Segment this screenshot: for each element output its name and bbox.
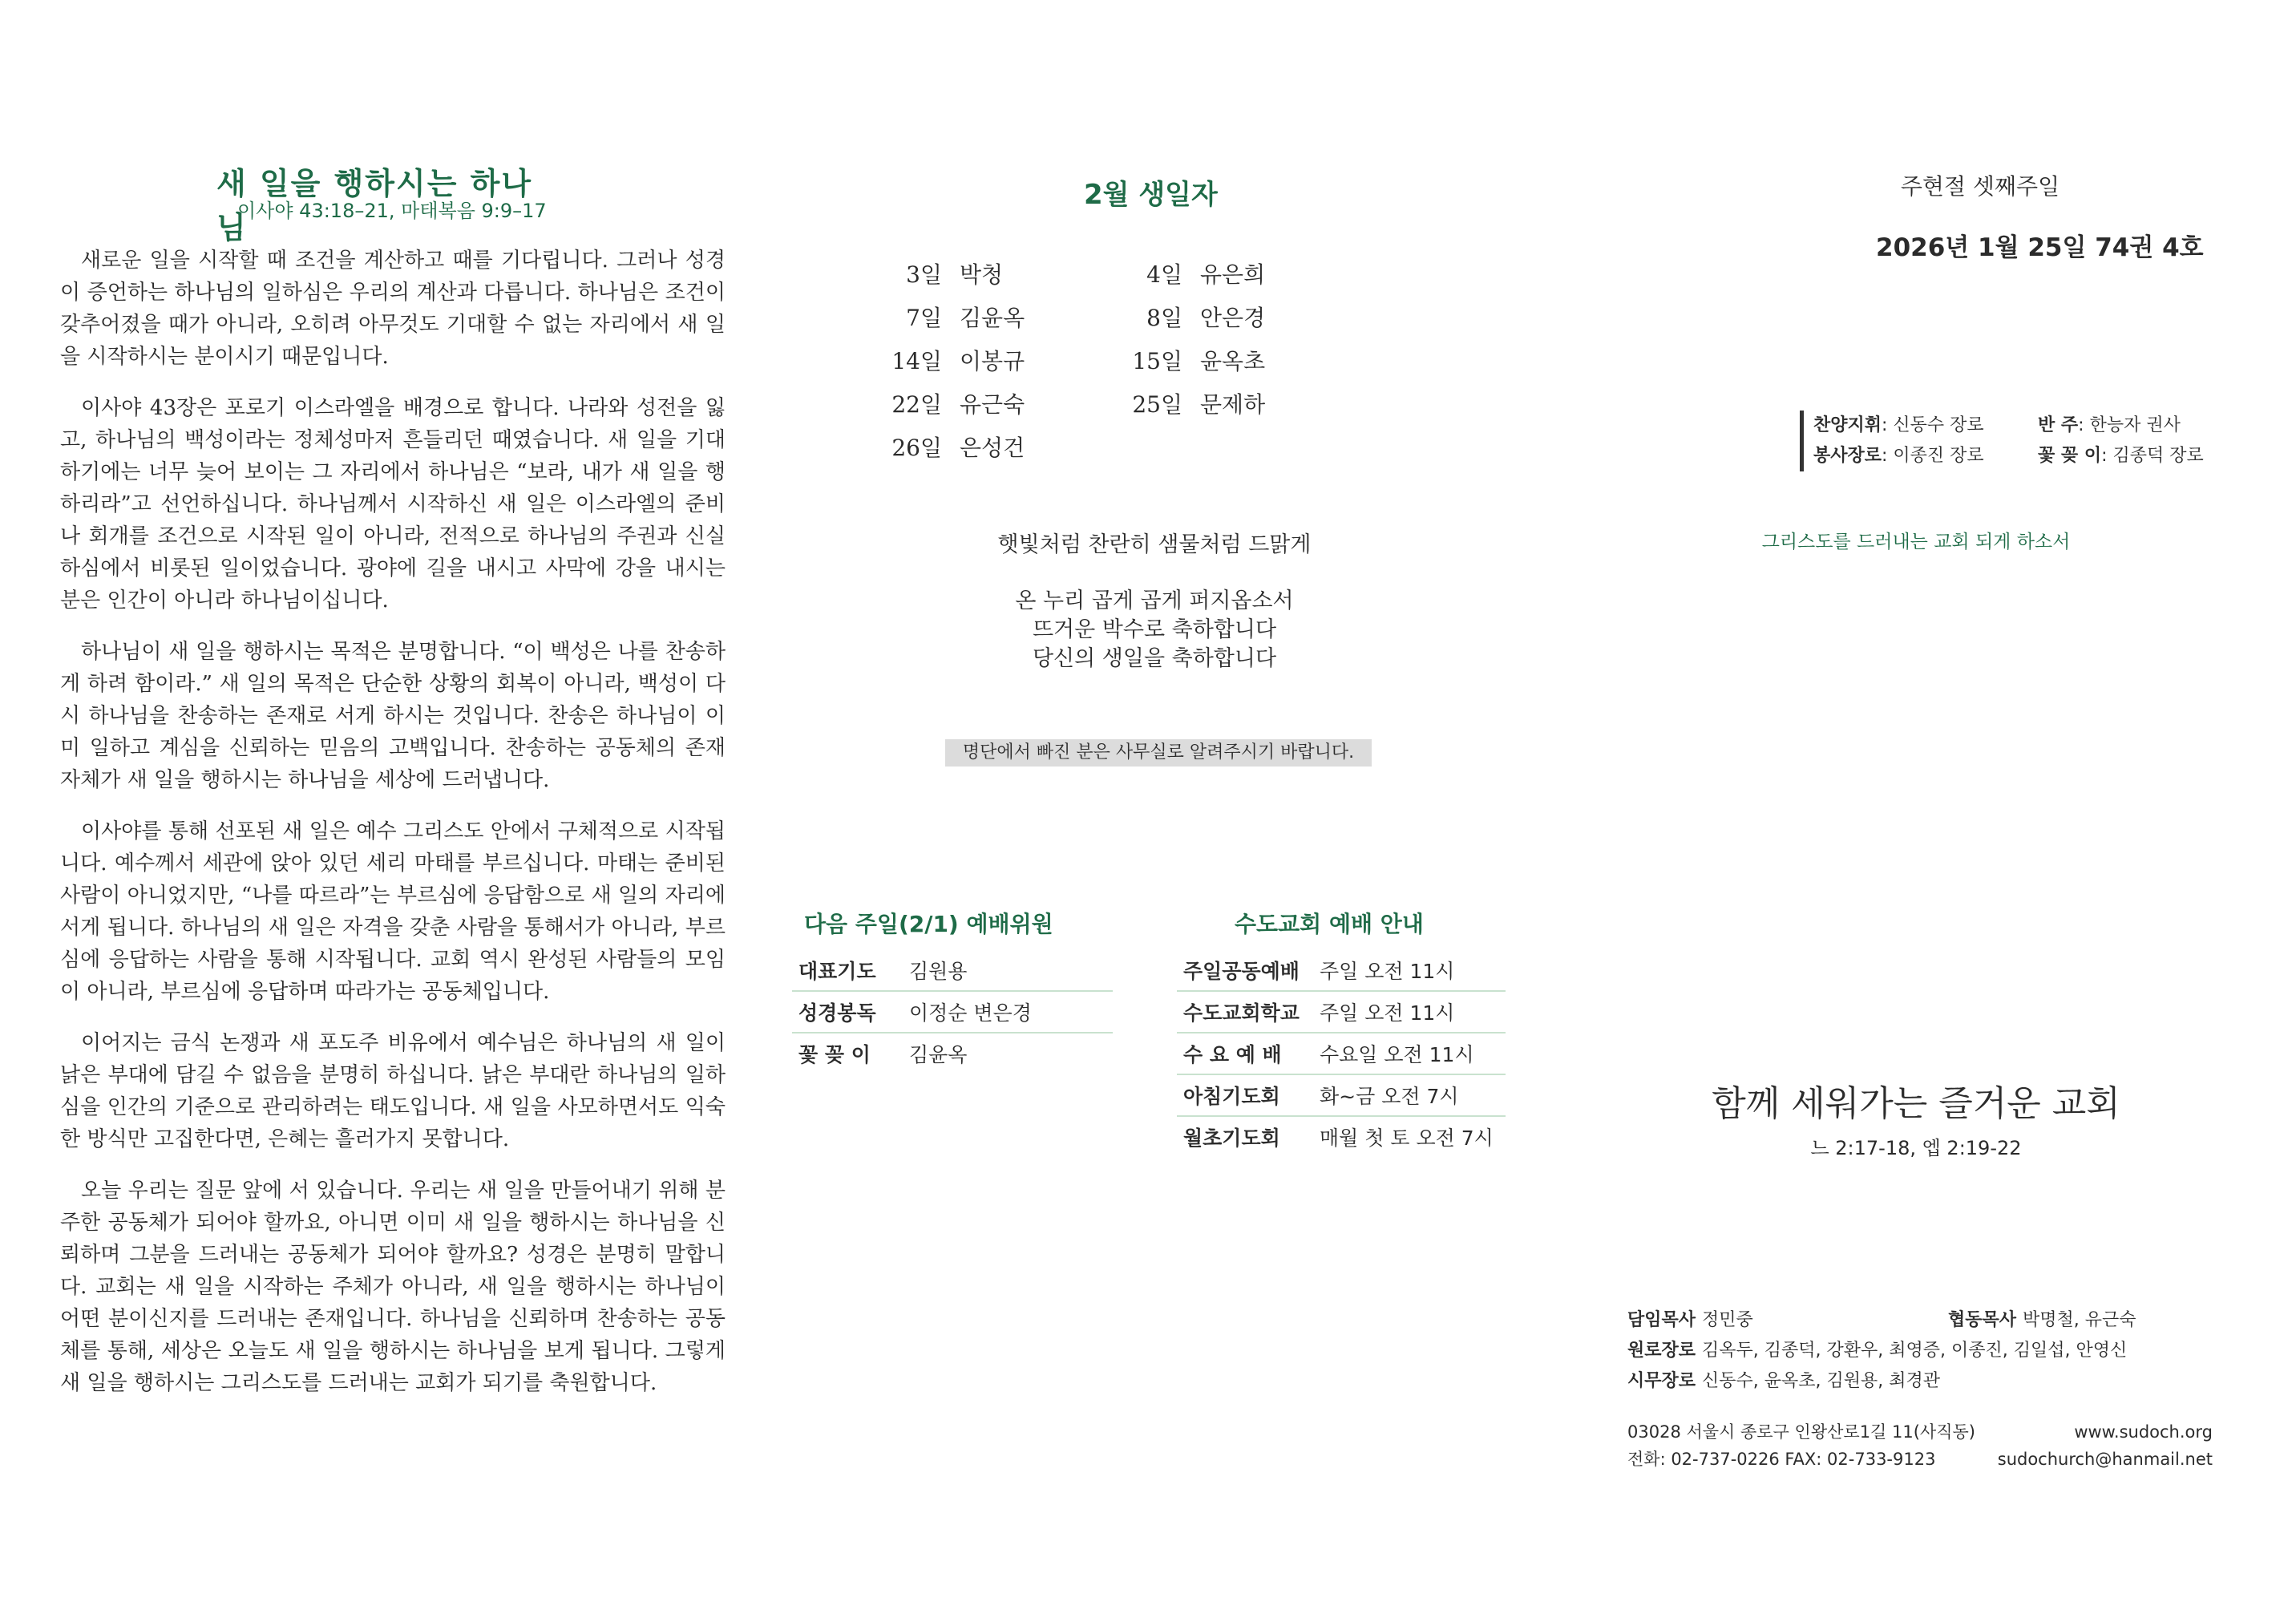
staff-label: 시무장로: [1627, 1371, 1696, 1391]
birthday-row: [882, 253, 1363, 297]
staff-names: 박명철, 유근숙: [2023, 1310, 2136, 1330]
role-entry: [2038, 441, 2262, 471]
services-title: 수도교회 예배 안내: [1235, 911, 1424, 937]
role-entry: [1813, 411, 2038, 441]
role-entry: [1813, 441, 2038, 471]
sermon-title: 새 일을 행하시는 하나님: [216, 166, 533, 245]
staff-row: [1627, 1336, 2237, 1366]
birthday-row: [882, 427, 1363, 470]
birthday-name: 은성건: [960, 435, 1025, 461]
service-label: 아침기도회: [1183, 1085, 1280, 1108]
service-label: 주일공동예배: [1183, 960, 1300, 983]
church-website: www.sudoch.org: [2074, 1422, 2213, 1442]
service-time: 주일 오전 11시: [1320, 960, 1455, 983]
church-staff: [1627, 1305, 2237, 1397]
birthday-entry: [882, 297, 1122, 340]
table-row: [792, 950, 1113, 992]
staff-row: [1627, 1366, 2237, 1397]
birthday-entry: [1122, 253, 1363, 297]
sermon-body: [60, 245, 726, 1418]
role-label: 봉사장로: [1813, 446, 1882, 466]
role-label: 대표기도: [798, 960, 876, 983]
service-label: 월초기도회: [1183, 1127, 1280, 1150]
service-time: 화~금 오전 7시: [1320, 1085, 1459, 1108]
role-value: 김원용: [909, 960, 968, 983]
birthday-day: 15일: [1132, 348, 1182, 374]
poem-line: 뜨거운 박수로 축하합니다: [1032, 617, 1277, 642]
role-value: : 한능자 권사: [2078, 415, 2181, 435]
sermon-paragraph: 새로운 일을 시작할 때 조건을 계산하고 때를 기다립니다. 그러나 성경이 증언하는 하나님의 일하심은 우리의 계산과 다릅니다. 하나님은 조건이 갖추어졌을 때가 아니라, 오히려 아무것도 기대할 수 없는 자리에서 새 일을 시작하시는 분이시기 때문입니다.: [60, 249, 726, 369]
sermon-reference: 이사야 43:18–21, 마태복음 9:9–17: [237, 200, 547, 222]
church-contact: [1627, 1418, 2213, 1473]
birthday-name: 이봉규: [960, 348, 1025, 374]
birthday-entry: [882, 427, 1190, 470]
next-week-table: [792, 950, 1113, 1074]
next-week-title: 다음 주일(2/1) 예배위원: [804, 911, 1053, 937]
church-email: sudochurch@hanmail.net: [1997, 1450, 2213, 1469]
birthday-note: 명단에서 빠진 분은 사무실로 알려주시기 바랍니다.: [945, 739, 1372, 767]
birthday-entry: [882, 253, 1122, 297]
service-time: 매월 첫 토 오전 7시: [1320, 1127, 1494, 1150]
birthday-day: 7일: [906, 305, 942, 331]
birthday-entry: [882, 383, 1122, 427]
sermon-paragraph: 이사야를 통해 선포된 새 일은 예수 그리스도 안에서 구체적으로 시작됩니다. 예수께서 세관에 앉아 있던 세리 마태를 부르십니다. 마태는 준비된 사람이 아니었지만, “나를 따르라”는 부르심에 응답함으로 새 일의 자리에 서게 됩니다. 하나님의 새 일은 자격을 갖춘 사람을 통해서가 아니라, 부르심에 응답하는 사람을 통해 시작됩니다. 교회 역시 완성된 사람들의 모임이 아니라, 부르심에 응답하며 따라가는 공동체입니다.: [60, 819, 726, 1004]
birthday-day: 3일: [906, 261, 942, 288]
staff-row: [1627, 1305, 2237, 1336]
poem-line: 당신의 생일을 축하합니다: [1032, 646, 1277, 671]
bulletin-date-issue: 2026년 1월 25일 74권 4호: [1876, 233, 2204, 262]
role-label: 꽃 꽂 이: [798, 1043, 871, 1066]
role-value: : 신동수 장로: [1882, 415, 1984, 435]
role-label: 찬양지휘: [1813, 415, 1882, 435]
sermon-paragraph: 오늘 우리는 질문 앞에 서 있습니다. 우리는 새 일을 만들어내기 위해 분주한 공동체가 되어야 할까요, 아니면 이미 새 일을 행하시는 하나님을 신뢰하며 그분을 드러내는 공동체가 되어야 할까요? 성경은 분명히 말합니다. 교회는 새 일을 시작하는 주체가 아니라, 새 일을 행하시는 하나님이 어떤 분이신지를 드러내는 존재입니다. 하나님을 신뢰하며 찬송하는 공동체를 통해, 세상은 오늘도 새 일을 행하시는 하나님을 보게 됩니다. 그렇게 새 일을 행하시는 그리스도를 드러내는 교회가 되기를 축원합니다.: [60, 1179, 726, 1395]
birthday-day: 4일: [1146, 261, 1182, 288]
staff-label: 원로장로: [1627, 1341, 1696, 1361]
birthday-name: 유근숙: [960, 391, 1025, 418]
birthday-name: 유은희: [1200, 261, 1266, 288]
church-phone-fax: 전화: 02-737-0226 FAX: 02-733-9123: [1627, 1450, 1936, 1469]
table-row: [1177, 950, 1506, 992]
church-address: 03028 서울시 종로구 인왕산로1길 11(사직동): [1627, 1422, 1975, 1442]
birthday-name: 김윤옥: [960, 305, 1025, 331]
birthday-name: 문제하: [1200, 391, 1266, 418]
birthday-day: 25일: [1132, 391, 1182, 418]
birthday-list: [882, 253, 1363, 470]
service-time: 수요일 오전 11시: [1320, 1043, 1474, 1066]
birthday-row: [882, 383, 1363, 427]
service-label: 수 요 예 배: [1183, 1043, 1282, 1066]
table-row: [792, 992, 1113, 1033]
role-label: 반 주: [2038, 415, 2079, 435]
church-slogan: 함께 세워가는 즐거운 교회: [1712, 1083, 2120, 1124]
roles-row: [1813, 441, 2262, 471]
birthday-day: 8일: [1146, 305, 1182, 331]
service-time: 주일 오전 11시: [1320, 1001, 1455, 1025]
roles-row: [1813, 411, 2262, 441]
church-motto: 그리스도를 드러내는 교회 되게 하소서: [1761, 532, 2071, 552]
role-entry: [2038, 411, 2262, 441]
worship-roles: [1800, 411, 2262, 471]
staff-names: 김옥두, 김종덕, 강환우, 최영증, 이종진, 김일섭, 안영신: [1702, 1341, 2128, 1361]
services-table: [1177, 950, 1506, 1157]
role-value: 이정순 변은경: [909, 1001, 1032, 1025]
birthday-entry: [1122, 383, 1363, 427]
birthday-poem: [946, 531, 1363, 673]
role-value: : 이종진 장로: [1882, 446, 1984, 466]
birthday-day: 22일: [891, 391, 942, 418]
slogan-reference: 느 2:17-18, 엡 2:19-22: [1810, 1137, 2022, 1159]
birthday-row: [882, 297, 1363, 340]
staff-names: 신동수, 윤옥초, 김원용, 최경관: [1702, 1371, 1940, 1391]
table-row: [1177, 1075, 1506, 1117]
birthday-name: 안은경: [1200, 305, 1266, 331]
staff-label: 담임목사: [1627, 1310, 1696, 1330]
birthday-entry: [882, 340, 1122, 383]
birthday-day: 14일: [891, 348, 942, 374]
role-value: : 김종덕 장로: [2101, 446, 2204, 466]
table-row: [1177, 1033, 1506, 1075]
table-row: [792, 1033, 1113, 1074]
role-label: 성경봉독: [798, 1001, 876, 1025]
birthday-entry: [1122, 340, 1363, 383]
birthday-name: 윤옥초: [1200, 348, 1266, 374]
birthday-entry: [1122, 297, 1363, 340]
birthday-row: [882, 340, 1363, 383]
birthday-name: 박청: [960, 261, 1004, 288]
liturgical-season: 주현절 셋째주일: [1900, 173, 2060, 200]
role-value: 김윤옥: [909, 1043, 968, 1066]
sermon-paragraph: 이사야 43장은 포로기 이스라엘을 배경으로 합니다. 나라와 성전을 잃고, 하나님의 백성이라는 정체성마저 흔들리던 때였습니다. 새 일을 기대하기에는 너무 늦어 보이는 그 자리에서 하나님은 “보라, 내가 새 일을 행하리라”고 선언하십니다. 하나님께서 시작하신 새 일은 이스라엘의 준비나 회개를 조건으로 시작된 일이 아니라, 전적으로 하나님의 주권과 신실하심에서 비롯된 일이었습니다. 광야에 길을 내시고 사막에 강을 내시는 분은 인간이 아니라 하나님이십니다.: [60, 396, 726, 613]
staff-names: 정민중: [1702, 1310, 1753, 1330]
sermon-paragraph: 이어지는 금식 논쟁과 새 포도주 비유에서 예수님은 하나님의 새 일이 낡은 부대에 담길 수 없음을 분명히 하십니다. 낡은 부대란 하나님의 일하심을 인간의 기준으로 관리하려는 태도입니다. 새 일을 사모하면서도 익숙한 방식만 고집한다면, 은혜는 흘러가지 못합니다.: [60, 1031, 726, 1151]
table-row: [1177, 1117, 1506, 1157]
service-label: 수도교회학교: [1183, 1001, 1300, 1025]
sermon-paragraph: 하나님이 새 일을 행하시는 목적은 분명합니다. “이 백성은 나를 찬송하게 하려 함이라.” 새 일의 목적은 단순한 상황의 회복이 아니라, 백성이 다시 하나님을 찬송하는 존재로 서게 하시는 것입니다. 찬송은 하나님이 이미 일하고 계심을 신뢰하는 믿음의 고백입니다. 찬송하는 공동체의 존재 자체가 새 일을 행하시는 하나님을 세상에 드러냅니다.: [60, 640, 726, 792]
role-label: 꽃 꽂 이: [2038, 446, 2102, 466]
poem-line: 햇빛처럼 찬란히 샘물처럼 드맑게: [997, 532, 1312, 557]
birthday-title: 2월 생일자: [1084, 179, 1218, 211]
staff-label: 협동목사: [1948, 1310, 2017, 1330]
poem-line: 온 누리 곱게 곱게 퍼지옵소서: [1015, 589, 1294, 613]
birthday-day: 26일: [891, 435, 942, 461]
table-row: [1177, 992, 1506, 1033]
